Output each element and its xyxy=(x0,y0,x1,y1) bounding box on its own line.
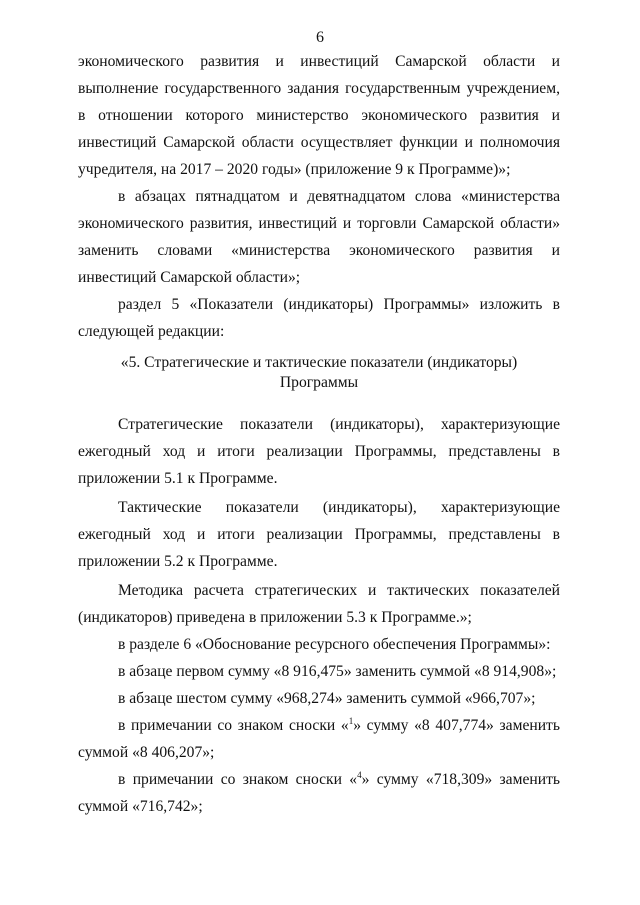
footnote-mark-1: 1 xyxy=(348,716,354,726)
paragraph-11-text-before: в примечании со знаком сноски « xyxy=(118,771,358,788)
paragraph-11-text-after: » сумму «718,309» заменить суммой «716,742»; xyxy=(78,771,561,815)
paragraph-8: в абзаце первом сумму «8 916,475» заменить суммой «8 914,908»; xyxy=(118,663,557,680)
section-heading-line-2: Программы xyxy=(279,374,359,391)
paragraph-10-text-before: в примечании со знаком сноски « xyxy=(118,717,349,734)
document-body xyxy=(78,48,560,820)
paragraph-10-text-after: » сумму «8 407,774» заменить суммой «8 406,207»; xyxy=(78,717,560,761)
paragraph-6: Методика расчета стратегических и тактических показателей (индикаторов) приведена в приложении 5.3 к Программе.»; xyxy=(78,582,560,626)
page-number: 6 xyxy=(316,29,324,46)
paragraph-4: Стратегические показатели (индикаторы), характеризующие ежегодный ход и итоги реализации Программы, представлены в приложении 5.1 к Программе. xyxy=(78,416,560,487)
paragraph-2: в абзацах пятнадцатом и девятнадцатом слова «министерства экономического развития, инвестиций и торговли Самарской области» заменить словами «министерства экономического развития и инвестиций Самарской области»; xyxy=(78,188,560,286)
paragraph-9: в абзаце шестом сумму «968,274» заменить суммой «966,707»; xyxy=(118,690,536,707)
paragraph-11 xyxy=(78,766,560,820)
paragraph-10 xyxy=(78,712,560,766)
paragraph-1: экономического развития и инвестиций Самарской области и выполнение государственного задания государственным учреждением, в отношении которого министерство экономического развития и инвестиций Самарской области осуществляет функции и полномочия учредителя, на 2017 – 2020 годы» (приложение 9 к Программе)»; xyxy=(78,53,560,178)
section-heading-line-1: «5. Стратегические и тактические показатели (индикаторы) xyxy=(120,354,518,371)
paragraph-5: Тактические показатели (индикаторы), характеризующие ежегодный ход и итоги реализации Программы, представлены в приложении 5.2 к Программе. xyxy=(78,499,560,570)
footnote-mark-4: 4 xyxy=(357,770,362,780)
section-heading xyxy=(78,353,560,393)
paragraph-3: раздел 5 «Показатели (индикаторы) Программы» изложить в следующей редакции: xyxy=(78,296,560,340)
paragraph-7: в разделе 6 «Обоснование ресурсного обеспечения Программы»: xyxy=(118,636,551,653)
